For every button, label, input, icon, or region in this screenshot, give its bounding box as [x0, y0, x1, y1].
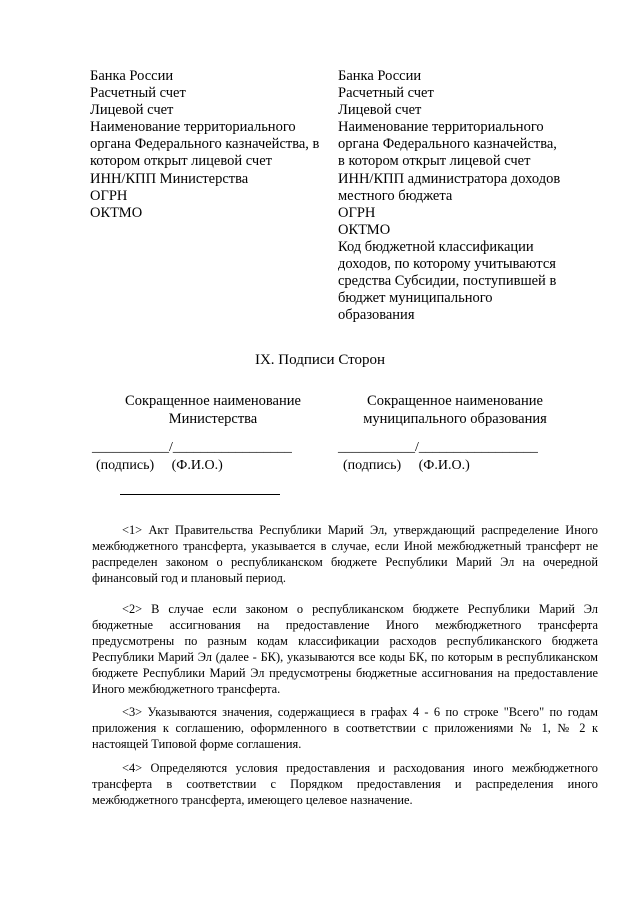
section-heading: IX. Подписи Сторон	[254, 352, 386, 368]
requisite-line: образования	[338, 307, 415, 324]
right-signature-line: ___________/_________________	[338, 440, 538, 455]
signature-title-line: муниципального образования	[363, 411, 547, 427]
requisite-line: Расчетный счет	[90, 85, 186, 102]
requisite-line: Банка России	[338, 68, 422, 84]
requisite-line: ОКТМО	[338, 221, 391, 238]
left-signature-line: ___________/_________________	[92, 440, 292, 455]
requisite-line: котором открыт лицевой счет	[90, 153, 272, 170]
right-party-requisites	[338, 68, 583, 324]
footnote-4: <4> Определяются условия предоставления и расходования иного межбюджетного трансферта в соответствии с Порядком предоставления и распределения иного межбюджетного трансферта, имеющего целевое назначение.	[92, 761, 598, 807]
requisite-line: ИНН/КПП Министерства	[90, 170, 249, 187]
requisite-line: ИНН/КПП администратора доходов	[338, 170, 561, 187]
requisite-line: Код бюджетной классификации	[338, 238, 534, 255]
signature-title-line: Сокращенное наименование	[125, 393, 301, 409]
requisite-line: Наименование территориального	[338, 119, 544, 136]
requisite-line: ОГРН	[338, 204, 376, 221]
requisite-line: бюджет муниципального	[338, 290, 493, 307]
footnote-2: <2> В случае если законом о республиканском бюджете Республики Марий Эл бюджетные ассигнования на предоставление Иного межбюджетного трансферта предусмотрены по разным кодам классификации расходов республиканского бюджета Республики Марий Эл (далее - БК), указываются все коды БК, по которым в республиканском бюджете Республики Марий Эл предусмотрены бюджетные ассигнования на предоставление Иного межбюджетного трансферта.	[92, 602, 598, 696]
right-signature-title	[330, 392, 580, 428]
requisite-line: Лицевой счет	[90, 102, 174, 119]
signature-title-line: Министерства	[168, 411, 258, 427]
requisite-line: Банка России	[90, 68, 174, 84]
signature-title-line: Сокращенное наименование	[367, 393, 543, 409]
requisite-line: средства Субсидии, поступившей в	[338, 273, 557, 290]
footnote-3: <3> Указываются значения, содержащиеся в графах 4 - 6 по строке "Всего" по годам приложения к соглашению, оформленного в соответствии с приложениями № 1, № 2 к настоящей Типовой форме соглашения.	[92, 705, 598, 751]
footnote-1: <1> Акт Правительства Республики Марий Эл, утверждающий распределение Иного межбюджетного трансферта, указывается в случае, если Иной межбюджетный трансферт не распределен законом о республиканском бюджете Республики Марий Эл на очередной финансовый год и плановый период.	[92, 523, 598, 585]
requisite-line: Лицевой счет	[338, 102, 422, 119]
requisite-line: органа Федерального казначейства, в	[90, 136, 320, 153]
requisite-line: Расчетный счет	[338, 85, 434, 102]
left-party-requisites	[90, 68, 330, 222]
requisite-line: местного бюджета	[338, 187, 453, 204]
footnote-separator	[120, 494, 280, 495]
requisite-line: ОГРН	[90, 187, 128, 204]
requisite-line: ОКТМО	[90, 204, 143, 221]
right-signature-caption: (подпись) (Ф.И.О.)	[343, 458, 470, 473]
left-signature-caption: (подпись) (Ф.И.О.)	[96, 458, 223, 473]
requisite-line: в котором открыт лицевой счет	[338, 153, 531, 170]
requisite-line: органа Федерального казначейства,	[338, 136, 557, 153]
requisite-line: доходов, по которому учитываются	[338, 256, 556, 273]
left-signature-title	[88, 392, 338, 428]
requisite-line: Наименование территориального	[90, 119, 296, 136]
